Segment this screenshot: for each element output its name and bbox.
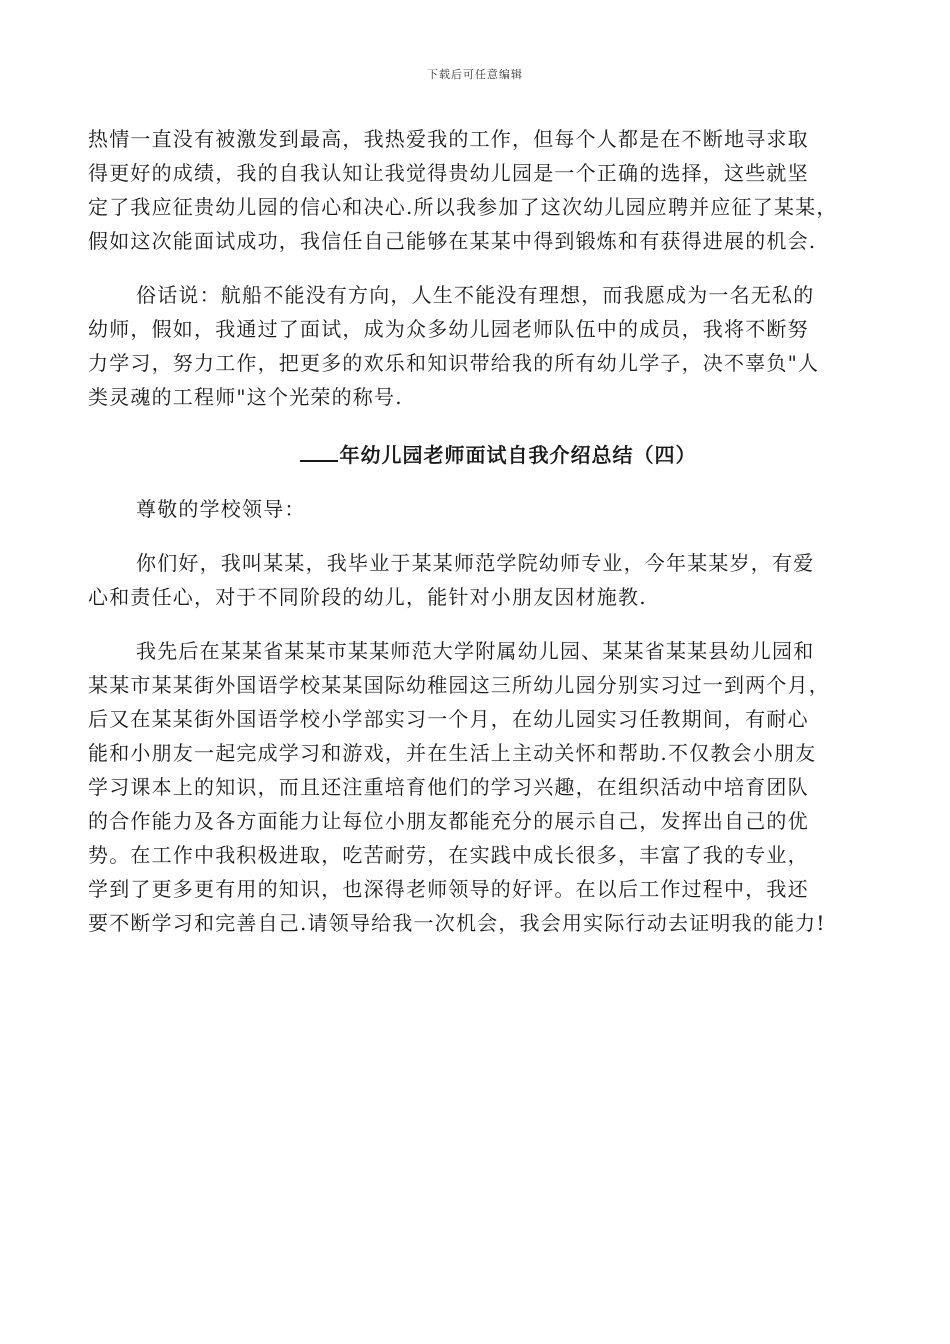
text-line: 热情一直没有被激发到最高，我热爱我的工作，但每个人都是在不断地寻求取 (88, 127, 809, 151)
document-body (88, 122, 868, 940)
text-line: 俗话说：航船不能没有方向，人生不能没有理想，而我愿成为一名无私的 (136, 283, 815, 307)
text-line: 幼师，假如，我通过了面试，成为众多幼儿园老师队伍中的成员，我将不断努 (88, 317, 809, 341)
text-line: 要不断学习和完善自己.请领导给我一次机会，我会用实际行动去证明我的能力! (88, 911, 826, 935)
text-line: 类灵魂的工程师"这个光荣的称号. (88, 385, 403, 409)
section-title (88, 438, 868, 472)
header-note: 下载后可任意编辑 (427, 68, 523, 81)
paragraph-proverb (88, 278, 868, 414)
text-line: 某某市某某街外国语学校某某国际幼稚园这三所幼儿园分别实习过一到两个月， (88, 673, 830, 697)
text-line: 你们好，我叫某某，我毕业于某某师范学院幼师专业，今年某某岁，有爱 (136, 551, 815, 575)
text-line: 能和小朋友一起完成学习和游戏，并在生活上主动关怀和帮助.不仅教会小朋友 (88, 741, 817, 765)
salutation: 尊敬的学校领导： (136, 497, 306, 521)
paragraph-continuation (88, 122, 868, 258)
year-blank-underline (300, 444, 338, 462)
text-line: 后又在某某街外国语学校小学部实习一个月，在幼儿园实习任教期间，有耐心 (88, 707, 809, 731)
text-line: 定了我应征贵幼儿园的信心和决心.所以我参加了这次幼儿园应聘并应征了某某， (88, 195, 838, 219)
paragraph-introduction (88, 546, 868, 614)
section-title-text: 年幼儿园老师面试自我介绍总结（四） (339, 443, 697, 467)
text-line: 假如这次能面试成功，我信任自己能够在某某中得到锻炼和有获得进展的机会. (88, 229, 817, 253)
text-line: 势。在工作中我积极进取，吃苦耐劳，在实践中成长很多，丰富了我的专业， (88, 843, 809, 867)
text-line: 学习课本上的知识，而且还注重培育他们的学习兴趣，在组织活动中培育团队 (88, 775, 809, 799)
text-line: 得更好的成绩，我的自我认知让我觉得贵幼儿园是一个正确的选择，这些就坚 (88, 161, 809, 185)
text-line: 心和责任心，对于不同阶段的幼儿，能针对小朋友因材施教. (88, 585, 647, 609)
text-line: 学到了更多更有用的知识，也深得老师领导的好评。在以后工作过程中，我还 (88, 877, 809, 901)
text-line: 的合作能力及各方面能力让每位小朋友都能充分的展示自己，发挥出自己的优 (88, 809, 809, 833)
text-line: 我先后在某某省某某市某某师范大学附属幼儿园、某某省某某县幼儿园和 (136, 639, 815, 663)
paragraph-experience (88, 634, 868, 940)
text-line: 力学习，努力工作，把更多的欢乐和知识带给我的所有幼儿学子，决不辜负"人 (88, 351, 820, 375)
